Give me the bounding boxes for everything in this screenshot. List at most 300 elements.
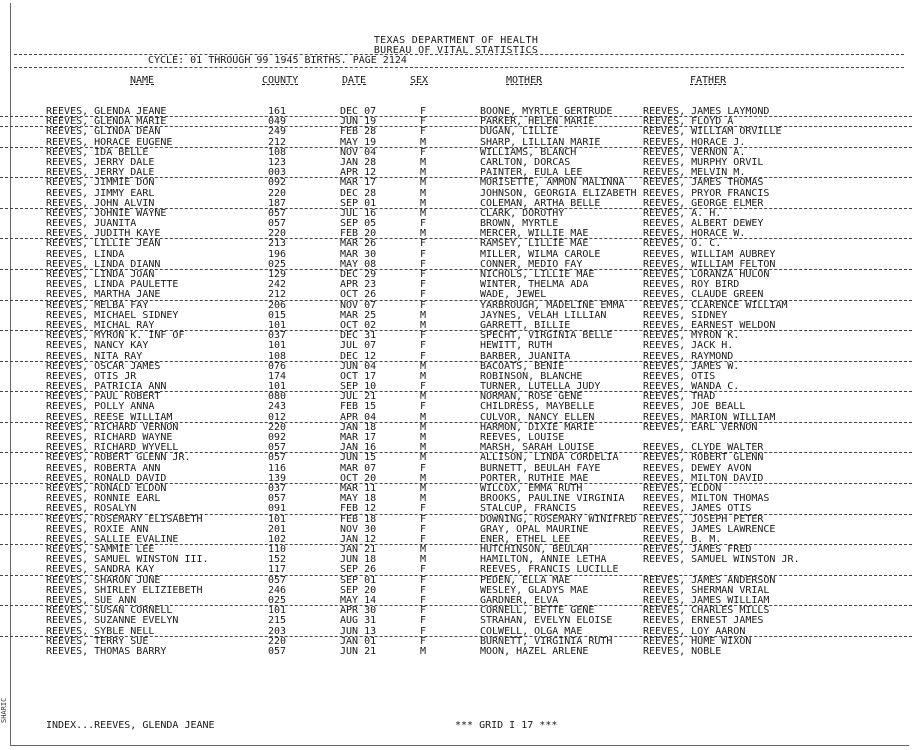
record-father: REEVES, EARL VERNON <box>643 421 758 433</box>
record-sex: M <box>420 187 427 199</box>
record-father: REEVES, WILLIAM ORVILLE <box>643 126 782 138</box>
record-mother: BACOATS, BENIE <box>480 360 565 372</box>
record-date: OCT 26 <box>340 289 377 301</box>
record-mother: WILCOX, EMMA RUTH <box>480 482 583 494</box>
record-sex: F <box>420 146 427 158</box>
record-mother: REEVES, LOUISE <box>480 432 565 443</box>
record-name: REEVES, GLENDA MARIE <box>46 116 167 128</box>
record-county: 246 <box>268 584 287 596</box>
record-date: JUL 16 <box>340 207 377 219</box>
record-county: 092 <box>268 432 287 443</box>
record-mother: YARBROUGH, MADELINE EMMA <box>480 299 625 311</box>
record-name: REEVES, JUANITA <box>46 218 137 230</box>
record-mother: COLEMAN, ARTHA BELLE <box>480 197 601 209</box>
record-county: 101 <box>268 605 287 617</box>
record-sex: F <box>420 605 427 617</box>
record-father: REEVES, EARNEST WELDON <box>643 319 776 331</box>
record-sex: M <box>420 411 427 423</box>
record-name: REEVES, ROBERTA ANN <box>46 462 161 474</box>
record-date: DEC 29 <box>340 269 377 280</box>
record-father: REEVES, MILTON THOMAS <box>643 493 770 505</box>
record-sex: F <box>420 248 427 260</box>
record-sex: F <box>420 330 427 342</box>
record-name: REEVES, TERRY SUE <box>46 635 149 647</box>
record-father: REEVES, SHERMAN VRIAL <box>643 584 770 596</box>
record-mother: MILLER, WILMA CAROLE <box>480 248 601 260</box>
record-date: SEP 20 <box>340 584 377 596</box>
record-mother: PEDEN, ELLA MAE <box>480 574 571 586</box>
record-sex: M <box>420 207 427 219</box>
record-date: FEB 12 <box>340 503 377 515</box>
record-name: REEVES, ROSEMARY ELISABETH <box>46 513 203 525</box>
record-name: REEVES, PATRICIA ANN <box>46 381 167 393</box>
record-name: REEVES, MICHAEL SIDNEY <box>46 309 179 321</box>
record-name: REEVES, ROBERT GLENN JR. <box>46 452 191 464</box>
record-sex: M <box>420 319 427 331</box>
record-date: MAY 08 <box>340 258 377 270</box>
record-father: REEVES, CLYDE WALTER <box>643 442 764 454</box>
record-sex: F <box>420 574 427 586</box>
record-mother: MERCER, WILLIE MAE <box>480 228 589 240</box>
record-name: REEVES, SUSAN CORNELL <box>46 605 173 617</box>
record-father: REEVES, MURPHY ORVIL <box>643 156 764 168</box>
record-name: REEVES, SUZANNE EVELYN <box>46 615 179 627</box>
record-county: 080 <box>268 391 287 403</box>
record-father: REEVES, MELVIN M. <box>643 167 746 179</box>
record-row <box>0 504 912 514</box>
record-mother: WILLIAMS, BLANCH <box>480 146 577 158</box>
header-bureau: BUREAU OF VITAL STATISTICS <box>373 45 539 56</box>
record-date: MAR 26 <box>340 238 377 250</box>
record-county: 152 <box>268 554 287 566</box>
record-mother: CONNER, MEDIO FAY <box>480 258 583 270</box>
record-county: 057 <box>268 574 287 586</box>
record-county: 161 <box>268 106 287 117</box>
col-header-date: DATE <box>342 75 367 86</box>
record-county: 057 <box>268 218 287 230</box>
record-date: APR 23 <box>340 279 377 291</box>
record-father: REEVES, DEWEY AVON <box>643 462 752 474</box>
record-county: 057 <box>268 493 287 505</box>
record-father: REEVES, CLARENCE WILLIAM <box>643 299 788 311</box>
record-date: DEC 28 <box>340 187 377 199</box>
record-mother: HAMILTON, ANNIE LETHA <box>480 554 607 566</box>
record-county: 037 <box>268 482 287 494</box>
col-header-county: COUNTY <box>262 75 299 86</box>
record-sex: M <box>420 482 427 494</box>
record-father: REEVES, CLAUDE GREEN <box>643 289 764 301</box>
record-sex: F <box>420 381 427 393</box>
record-name: REEVES, MYRON K. INF OF <box>46 330 185 342</box>
record-father: REEVES, JAMES OTIS <box>643 503 752 515</box>
record-father: REEVES, ROBERT GLENN <box>643 452 764 464</box>
record-name: REEVES, SAMMIE LEE <box>46 544 155 556</box>
record-father: REEVES, MARION WILLIAM <box>643 411 776 423</box>
record-row <box>0 494 912 504</box>
record-father: REEVES, A. H. <box>643 207 722 219</box>
record-father: REEVES, JAMES THOMAS <box>643 177 764 189</box>
record-row <box>0 178 912 188</box>
record-sex: M <box>420 442 427 454</box>
record-county: 076 <box>268 360 287 372</box>
record-date: APR 12 <box>340 167 377 179</box>
record-sex: F <box>420 564 427 576</box>
record-father: REEVES, MYRON K. <box>643 330 740 342</box>
record-county: 110 <box>268 544 287 556</box>
record-date: NOV 07 <box>340 299 377 311</box>
record-father: REEVES, ROY BIRD <box>643 279 740 291</box>
record-name: REEVES, JUDITH KAYE <box>46 228 161 240</box>
record-name: REEVES, NANCY KAY <box>46 340 149 352</box>
record-sex: F <box>420 595 427 606</box>
record-mother: MOON, HAZEL ARLENE <box>480 645 589 657</box>
record-mother: PARKER, HELEN MARIE <box>480 116 595 128</box>
record-mother: SHARP, LILLIAN MARIE <box>480 136 601 148</box>
record-sex: M <box>420 472 427 484</box>
record-mother: CARLTON, DORCAS <box>480 156 571 168</box>
record-sex: F <box>420 126 427 138</box>
record-name: REEVES, MELBA FAY <box>46 299 149 311</box>
record-mother: JOHNSON, GEORGIA ELIZABETH <box>480 187 637 199</box>
record-county: 243 <box>268 401 287 413</box>
record-date: MAY 19 <box>340 136 377 148</box>
footer-index: INDEX...REEVES, GLENDA JEANE <box>46 720 215 731</box>
record-date: MAR 17 <box>340 432 377 443</box>
record-county: 101 <box>268 319 287 331</box>
record-father: REEVES, JAMES W. <box>643 360 740 372</box>
record-row <box>0 362 912 372</box>
record-mother: GARDNER, ELVA <box>480 595 559 606</box>
record-date: SEP 26 <box>340 564 377 576</box>
record-father: REEVES, SAMUEL WINSTON JR. <box>643 554 800 566</box>
record-father: REEVES, B. M. <box>643 533 722 545</box>
record-county: 206 <box>268 299 287 311</box>
record-mother: BOONE, MYRTLE GERTRUDE <box>480 106 613 117</box>
record-father: REEVES, O. C. <box>643 238 722 250</box>
record-name: REEVES, GLINDA DEAN <box>46 126 161 138</box>
record-date: JAN 16 <box>340 442 377 454</box>
record-name: REEVES, LINDA PAULETTE <box>46 279 179 291</box>
record-county: 117 <box>268 564 287 576</box>
col-header-sex: SEX <box>410 75 429 86</box>
record-date: JUL 21 <box>340 391 377 403</box>
record-mother: DOWNING, ROSEMARY WINIFRED <box>480 513 637 525</box>
record-date: MAR 25 <box>340 309 377 321</box>
record-name: REEVES, ROXIE ANN <box>46 523 149 535</box>
record-mother: STALCUP, FRANCIS <box>480 503 577 515</box>
record-county: 101 <box>268 340 287 352</box>
record-name: REEVES, RONNIE EARL <box>46 493 161 505</box>
record-date: MAR 07 <box>340 462 377 474</box>
record-mother: PAINTER, EULA LEE <box>480 167 583 179</box>
record-date: MAR 17 <box>340 177 377 189</box>
record-date: FEB 20 <box>340 228 377 240</box>
record-county: 129 <box>268 269 287 280</box>
record-name: REEVES, NITA RAY <box>46 350 143 362</box>
record-sex: F <box>420 615 427 627</box>
record-name: REEVES, JIMMIE DON <box>46 177 155 189</box>
record-county: 220 <box>268 228 287 240</box>
record-row <box>0 647 912 657</box>
record-name: REEVES, SALLIE EVALINE <box>46 533 179 545</box>
record-sex: M <box>420 156 427 168</box>
record-mother: MORISETTE, AMMON MALINNA <box>480 177 625 189</box>
record-sex: F <box>420 238 427 250</box>
record-name: REEVES, RICHARD WYVELL <box>46 442 179 454</box>
record-father: REEVES, JAMES LAYMOND <box>643 106 770 117</box>
col-header-father: FATHER <box>690 75 727 86</box>
record-date: JUN 19 <box>340 116 377 128</box>
record-sex: M <box>420 370 427 382</box>
record-date: JUN 18 <box>340 554 377 566</box>
record-county: 212 <box>268 136 287 148</box>
record-date: JAN 28 <box>340 156 377 168</box>
record-county: 196 <box>268 248 287 260</box>
record-date: SEP 05 <box>340 218 377 230</box>
record-sex: M <box>420 309 427 321</box>
record-mother: PORTER, RUTHIE MAE <box>480 472 589 484</box>
record-father: REEVES, ELDON <box>643 482 722 494</box>
record-sex: F <box>420 269 427 280</box>
record-name: REEVES, LINDA <box>46 248 125 260</box>
record-date: MAR 11 <box>340 482 377 494</box>
record-sex: M <box>420 136 427 148</box>
record-father: REEVES, HUME WIXON <box>643 635 752 647</box>
record-date: JAN 01 <box>340 635 377 647</box>
record-name: REEVES, JERRY DALE <box>46 167 155 179</box>
record-sex: M <box>420 645 427 657</box>
record-date: MAY 18 <box>340 493 377 505</box>
record-county: 116 <box>268 462 287 474</box>
record-mother: REEVES, FRANCIS LUCILLE <box>480 564 619 576</box>
record-sex: M <box>420 197 427 209</box>
record-county: 139 <box>268 472 287 484</box>
record-date: JUN 21 <box>340 645 377 657</box>
record-name: REEVES, RONALD ELDON <box>46 482 167 494</box>
record-sex: F <box>420 533 427 545</box>
record-name: REEVES, MICHAL RAY <box>46 319 155 331</box>
record-sex: M <box>420 177 427 189</box>
record-name: REEVES, REESE WILLIAM <box>46 411 173 423</box>
record-name: REEVES, LINDA JOAN <box>46 269 155 280</box>
record-sex: F <box>420 116 427 128</box>
record-father: REEVES, THAD <box>643 391 716 403</box>
record-mother: RAMSEY, LILLIE MAE <box>480 238 589 250</box>
record-county: 123 <box>268 156 287 168</box>
record-father: REEVES, ALBERT DEWEY <box>643 218 764 230</box>
record-name: REEVES, SAMUEL WINSTON III. <box>46 554 209 566</box>
record-date: MAR 30 <box>340 248 377 260</box>
record-mother: DUGAN, LILLIE <box>480 126 559 138</box>
record-sex: F <box>420 350 427 362</box>
footer-grid: *** GRID I 17 *** <box>455 720 558 731</box>
record-sex: M <box>420 544 427 556</box>
record-mother: ALLISON, LINDA CORDELIA <box>480 452 619 464</box>
record-county: 220 <box>268 187 287 199</box>
record-date: NOV 04 <box>340 146 377 158</box>
record-mother: TURNER, LUTELLA JUDY <box>480 381 601 393</box>
record-county: 242 <box>268 279 287 291</box>
header-agency: TEXAS DEPARTMENT OF HEALTH <box>373 35 539 46</box>
record-sex: F <box>420 258 427 270</box>
record-date: JAN 12 <box>340 533 377 545</box>
record-county: 012 <box>268 411 287 423</box>
record-name: REEVES, JOHNIE WAYNE <box>46 207 167 219</box>
record-name: REEVES, RICHARD WAYNE <box>46 432 173 443</box>
record-county: 049 <box>268 116 287 128</box>
record-date: OCT 02 <box>340 319 377 331</box>
record-county: 057 <box>268 452 287 464</box>
record-mother: GARRETT, BILLIE <box>480 319 571 331</box>
record-father: REEVES, JOSEPH PETER <box>643 513 764 525</box>
record-county: 057 <box>268 207 287 219</box>
record-sex: F <box>420 218 427 230</box>
record-date: AUG 31 <box>340 615 377 627</box>
record-county: 057 <box>268 645 287 657</box>
record-mother: HUTCHINSON, BEULAH <box>480 544 589 556</box>
record-mother: BROWN, MYRTLE <box>480 218 559 230</box>
record-mother: JAYNES, VELAH LILLIAN <box>480 309 607 321</box>
record-mother: ROBINSON, BLANCHE <box>480 370 583 382</box>
record-name: REEVES, SUE ANN <box>46 595 137 606</box>
record-mother: BURNETT, BEULAH FAYE <box>480 462 601 474</box>
record-sex: M <box>420 391 427 403</box>
record-name: REEVES, SANDRA KAY <box>46 564 155 576</box>
record-county: 212 <box>268 289 287 301</box>
record-father: REEVES, CHARLES MILLS <box>643 605 770 617</box>
record-county: 187 <box>268 197 287 209</box>
record-date: JAN 21 <box>340 544 377 556</box>
record-date: JUN 15 <box>340 452 377 464</box>
record-father: REEVES, NOBLE <box>643 645 722 657</box>
record-date: SEP 01 <box>340 197 377 209</box>
record-date: JUN 13 <box>340 625 377 637</box>
record-sex: M <box>420 360 427 372</box>
record-father: REEVES, SIDNEY <box>643 309 728 321</box>
record-father: REEVES, LOY AARON <box>643 625 746 637</box>
record-mother: MARSH, SARAH LOUISE <box>480 442 595 454</box>
record-mother: CULVOR, NANCY ELLEN <box>480 411 595 423</box>
record-name: REEVES, THOMAS BARRY <box>46 645 167 657</box>
record-mother: WINTER, THELMA ADA <box>480 279 589 291</box>
record-sex: F <box>420 462 427 474</box>
record-father: REEVES, RAYMOND <box>643 350 734 362</box>
record-name: REEVES, JIMMY EARL <box>46 187 155 199</box>
record-name: REEVES, IDA BELLE <box>46 146 149 158</box>
record-county: 025 <box>268 595 287 606</box>
record-father: REEVES, ERNEST JAMES <box>643 615 764 627</box>
record-mother: NORMAN, ROSE GENE <box>480 391 583 403</box>
record-mother: BURNETT, VIRGINIA RUTH <box>480 635 613 647</box>
record-father: REEVES, PRYOR FRANCIS <box>643 187 770 199</box>
record-county: 101 <box>268 381 287 393</box>
record-county: 108 <box>268 350 287 362</box>
record-name: REEVES, OSCAR JAMES <box>46 360 161 372</box>
record-sex: M <box>420 228 427 240</box>
record-date: MAY 14 <box>340 595 377 606</box>
record-date: FEB 28 <box>340 126 377 138</box>
record-father: REEVES, JAMES WILLIAM <box>643 595 770 606</box>
record-sex: F <box>420 523 427 535</box>
record-sex: F <box>420 340 427 352</box>
record-name: REEVES, GLENDA JEANE <box>46 106 167 117</box>
record-date: NOV 30 <box>340 523 377 535</box>
record-county: 174 <box>268 370 287 382</box>
record-date: APR 04 <box>340 411 377 423</box>
record-name: REEVES, MARTHA JANE <box>46 289 161 301</box>
record-father: REEVES, HORACE J. <box>643 136 746 148</box>
record-county: 203 <box>268 625 287 637</box>
record-county: 057 <box>268 442 287 454</box>
record-name: REEVES, LINDA DIANN <box>46 258 161 270</box>
record-county: 101 <box>268 513 287 525</box>
record-name: REEVES, RONALD DAVID <box>46 472 167 484</box>
record-county: 220 <box>268 421 287 433</box>
record-county: 091 <box>268 503 287 515</box>
record-date: OCT 17 <box>340 370 377 382</box>
col-header-name: NAME <box>130 75 155 86</box>
record-father: REEVES, JACK H. <box>643 340 734 352</box>
record-mother: HEWITT, RUTH <box>480 340 553 352</box>
record-county: 220 <box>268 635 287 647</box>
record-county: 003 <box>268 167 287 179</box>
record-father: REEVES, JAMES FRED <box>643 544 752 556</box>
record-mother: CLARK, DOROTHY <box>480 207 565 219</box>
record-date: FEB 18 <box>340 513 377 525</box>
record-sex: F <box>420 289 427 301</box>
record-mother: WESLEY, GLADYS MAE <box>480 584 589 596</box>
record-name: REEVES, SHIRLEY ELIZIEBETH <box>46 584 203 596</box>
record-county: 102 <box>268 533 287 545</box>
record-sex: M <box>420 554 427 566</box>
record-county: 213 <box>268 238 287 250</box>
record-date: DEC 31 <box>340 330 377 342</box>
record-date: DEC 12 <box>340 350 377 362</box>
record-name: REEVES, RICHARD VERNON <box>46 421 179 433</box>
record-mother: GRAY, OPAL MAURINE <box>480 523 589 535</box>
record-county: 015 <box>268 309 287 321</box>
record-mother: NICHOLS, LILLIE MAE <box>480 269 595 280</box>
record-sex: M <box>420 452 427 464</box>
record-mother: CHILDRESS, MAYBELLE <box>480 401 595 413</box>
record-mother: HARMON, DIXIE MARIE <box>480 421 595 433</box>
record-date: JUN 04 <box>340 360 377 372</box>
record-father: REEVES, JOE BEALL <box>643 401 746 413</box>
record-mother: STRAHAN, EVELYN ELOISE <box>480 615 613 627</box>
record-county: 108 <box>268 146 287 158</box>
record-county: 215 <box>268 615 287 627</box>
record-row <box>0 586 912 596</box>
record-mother: WADE, JEWEL <box>480 289 547 301</box>
record-county: 092 <box>268 177 287 189</box>
record-date: SEP 01 <box>340 574 377 586</box>
record-date: APR 30 <box>340 605 377 617</box>
record-sex: F <box>420 625 427 637</box>
record-row <box>0 341 912 351</box>
record-father: REEVES, JAMES ANDERSON <box>643 574 776 586</box>
record-sex: M <box>420 493 427 505</box>
record-date: SEP 10 <box>340 381 377 393</box>
side-tag: SHARIC <box>0 697 8 723</box>
record-father: REEVES, OTIS <box>643 370 716 382</box>
record-sex: M <box>420 421 427 433</box>
record-date: JUL 07 <box>340 340 377 352</box>
record-row <box>0 209 912 219</box>
record-sex: F <box>420 584 427 596</box>
record-father: REEVES, WILLIAM AUBREY <box>643 248 776 260</box>
record-mother: COLWELL, OLGA MAE <box>480 625 583 637</box>
record-row <box>0 239 912 249</box>
